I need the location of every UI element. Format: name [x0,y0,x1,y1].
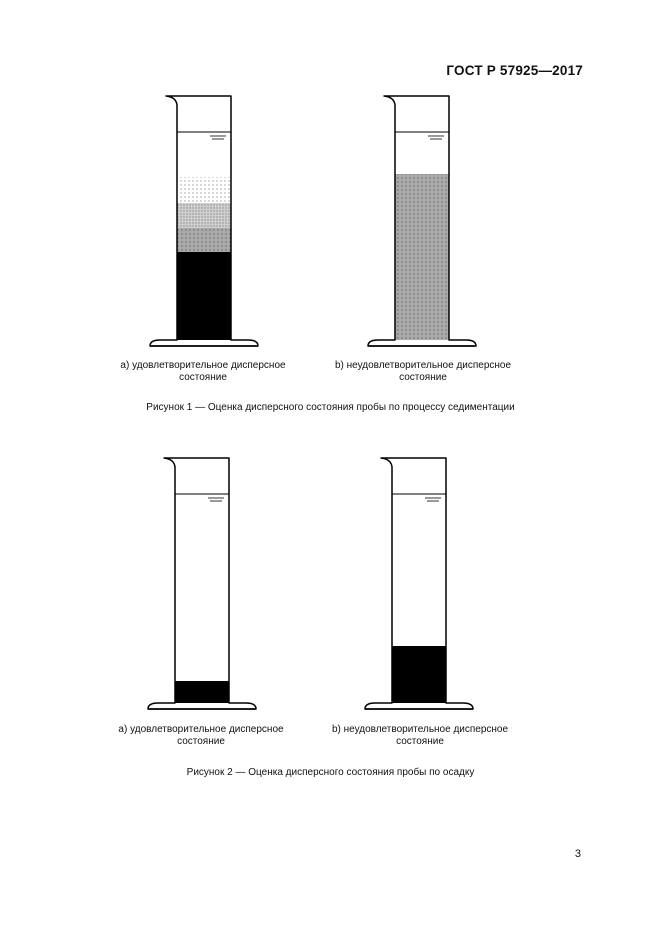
figure-1b-caption [313,360,533,384]
caption-line: а) удовлетворительное дисперсное [118,724,284,735]
figure-1a-caption [93,360,313,384]
sediment-layer [392,646,446,703]
figure-2b-caption [310,724,530,748]
lower-suspension-layer [177,228,231,252]
caption-line: b) неудовлетворительное дисперсное [331,724,509,735]
caption-line: состояние [399,372,447,383]
sediment-layer [175,681,229,703]
caption-line: состояние [396,736,444,747]
figure-2-title: Рисунок 2 — Оценка дисперсного состояния пробы по осадку [186,767,475,778]
page-number: 3 [574,848,581,860]
cylinder-1a [150,96,258,346]
figure-1-title: Рисунок 1 — Оценка дисперсного состояния пробы по процессу седиментации [146,402,515,413]
caption-line: состояние [179,372,227,383]
caption-line: состояние [177,736,225,747]
cylinder-1b [368,96,476,346]
figure-2-cylinders [0,450,661,720]
figure-1-cylinders [0,85,661,355]
uniform-suspension-layer [395,174,449,340]
sediment-layer [177,252,231,340]
middle-suspension-layer [177,203,231,228]
standard-code: ГОСТ Р 57925—2017 [446,63,583,78]
figure-2a-caption [91,724,311,748]
cylinder-2b [365,458,473,709]
upper-clear-layer [177,177,231,203]
cylinder-2a [148,458,256,709]
caption-line: b) неудовлетворительное дисперсное [334,360,512,371]
caption-line: а) удовлетворительное дисперсное [120,360,286,371]
